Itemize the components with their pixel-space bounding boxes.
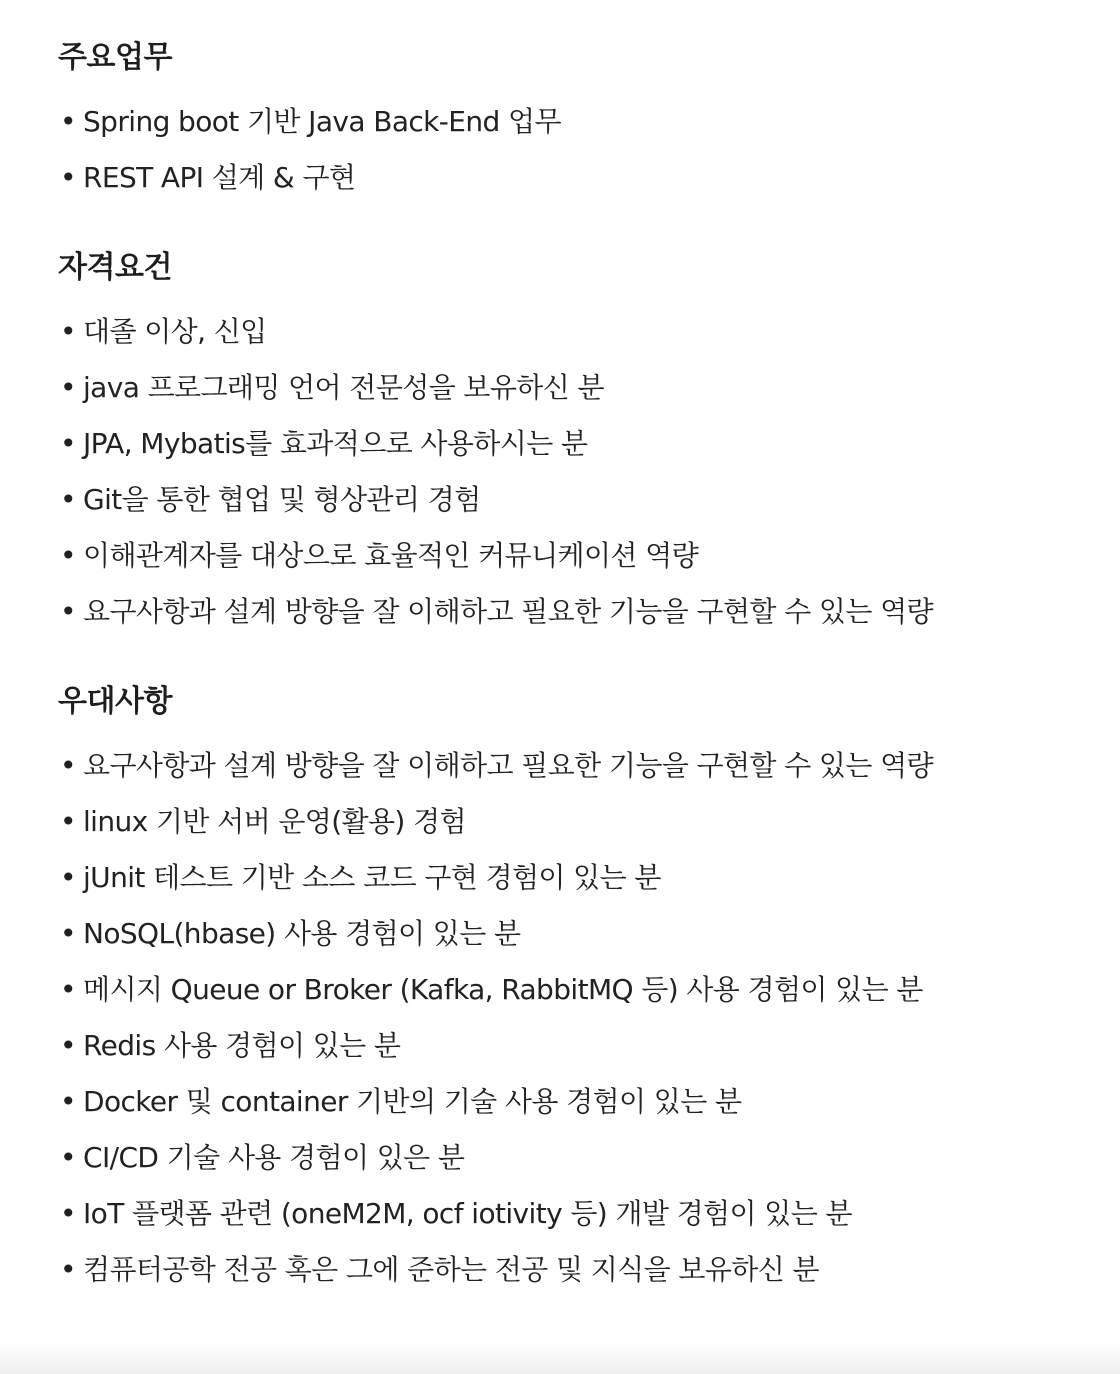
bullet-icon: •	[60, 1141, 76, 1174]
bullet-icon: •	[60, 805, 76, 838]
bottom-edge-shadow	[0, 1342, 1120, 1374]
list-item-text: linux 기반 서버 운영(활용) 경험	[83, 805, 466, 838]
list-item	[58, 850, 1098, 906]
section-main-duties	[58, 34, 1098, 206]
list-item	[58, 1074, 1098, 1130]
list-item-text: Redis 사용 경험이 있는 분	[83, 1029, 401, 1062]
bullet-icon: •	[60, 427, 76, 460]
list-item	[58, 738, 1098, 794]
bullet-icon: •	[60, 105, 76, 138]
bullet-list	[58, 304, 1098, 640]
bullet-icon: •	[60, 917, 76, 950]
list-item	[58, 1018, 1098, 1074]
list-item-text: 요구사항과 설계 방향을 잘 이해하고 필요한 기능을 구현할 수 있는 역량	[83, 749, 933, 782]
list-item-text: jUnit 테스트 기반 소스 코드 구현 경험이 있는 분	[83, 861, 661, 894]
list-item-text: 요구사항과 설계 방향을 잘 이해하고 필요한 기능을 구현할 수 있는 역량	[83, 595, 933, 628]
list-item-text: NoSQL(hbase) 사용 경험이 있는 분	[83, 917, 521, 950]
bullet-list	[58, 94, 1098, 206]
bullet-icon: •	[60, 1085, 76, 1118]
bullet-icon: •	[60, 483, 76, 516]
bullet-icon: •	[60, 1253, 76, 1286]
bullet-icon: •	[60, 595, 76, 628]
list-item-text: Git을 통한 협업 및 형상관리 경험	[83, 483, 481, 516]
list-item	[58, 1130, 1098, 1186]
list-item-text: REST API 설계 & 구현	[83, 161, 356, 194]
list-item-text: 컴퓨터공학 전공 혹은 그에 준하는 전공 및 지식을 보유하신 분	[83, 1253, 819, 1286]
list-item	[58, 304, 1098, 360]
list-item	[58, 794, 1098, 850]
bullet-icon: •	[60, 861, 76, 894]
list-item	[58, 584, 1098, 640]
section-preferred	[58, 678, 1098, 1298]
list-item	[58, 150, 1098, 206]
list-item	[58, 906, 1098, 962]
section-title: 우대사항	[58, 684, 172, 719]
list-item-text: 이해관계자를 대상으로 효율적인 커뮤니케이션 역량	[83, 539, 699, 572]
bullet-icon: •	[60, 161, 76, 194]
list-item-text: 대졸 이상, 신입	[83, 315, 267, 348]
bullet-list	[58, 738, 1098, 1298]
list-item-text: 메시지 Queue or Broker (Kafka, RabbitMQ 등) 사용 경험이 있는 분	[83, 973, 923, 1006]
bullet-icon: •	[60, 539, 76, 572]
bullet-icon: •	[60, 371, 76, 404]
list-item	[58, 360, 1098, 416]
list-item-text: java 프로그래밍 언어 전문성을 보유하신 분	[83, 371, 604, 404]
bullet-icon: •	[60, 973, 76, 1006]
section-qualifications	[58, 244, 1098, 640]
bullet-icon: •	[60, 315, 76, 348]
list-item-text: Docker 및 container 기반의 기술 사용 경험이 있는 분	[83, 1085, 742, 1118]
list-item	[58, 1186, 1098, 1242]
list-item	[58, 528, 1098, 584]
bullet-icon: •	[60, 749, 76, 782]
section-title: 자격요건	[58, 250, 172, 285]
bullet-icon: •	[60, 1197, 76, 1230]
list-item	[58, 1242, 1098, 1298]
list-item	[58, 94, 1098, 150]
list-item	[58, 472, 1098, 528]
bullet-icon: •	[60, 1029, 76, 1062]
list-item-text: JPA, Mybatis를 효과적으로 사용하시는 분	[83, 427, 588, 460]
list-item	[58, 962, 1098, 1018]
list-item	[58, 416, 1098, 472]
list-item-text: Spring boot 기반 Java Back-End 업무	[83, 105, 561, 138]
job-description	[58, 34, 1098, 1336]
list-item-text: IoT 플랫폼 관련 (oneM2M, ocf iotivity 등) 개발 경험이 있는 분	[83, 1197, 852, 1230]
list-item-text: CI/CD 기술 사용 경험이 있은 분	[83, 1141, 465, 1174]
section-title: 주요업무	[58, 40, 172, 75]
